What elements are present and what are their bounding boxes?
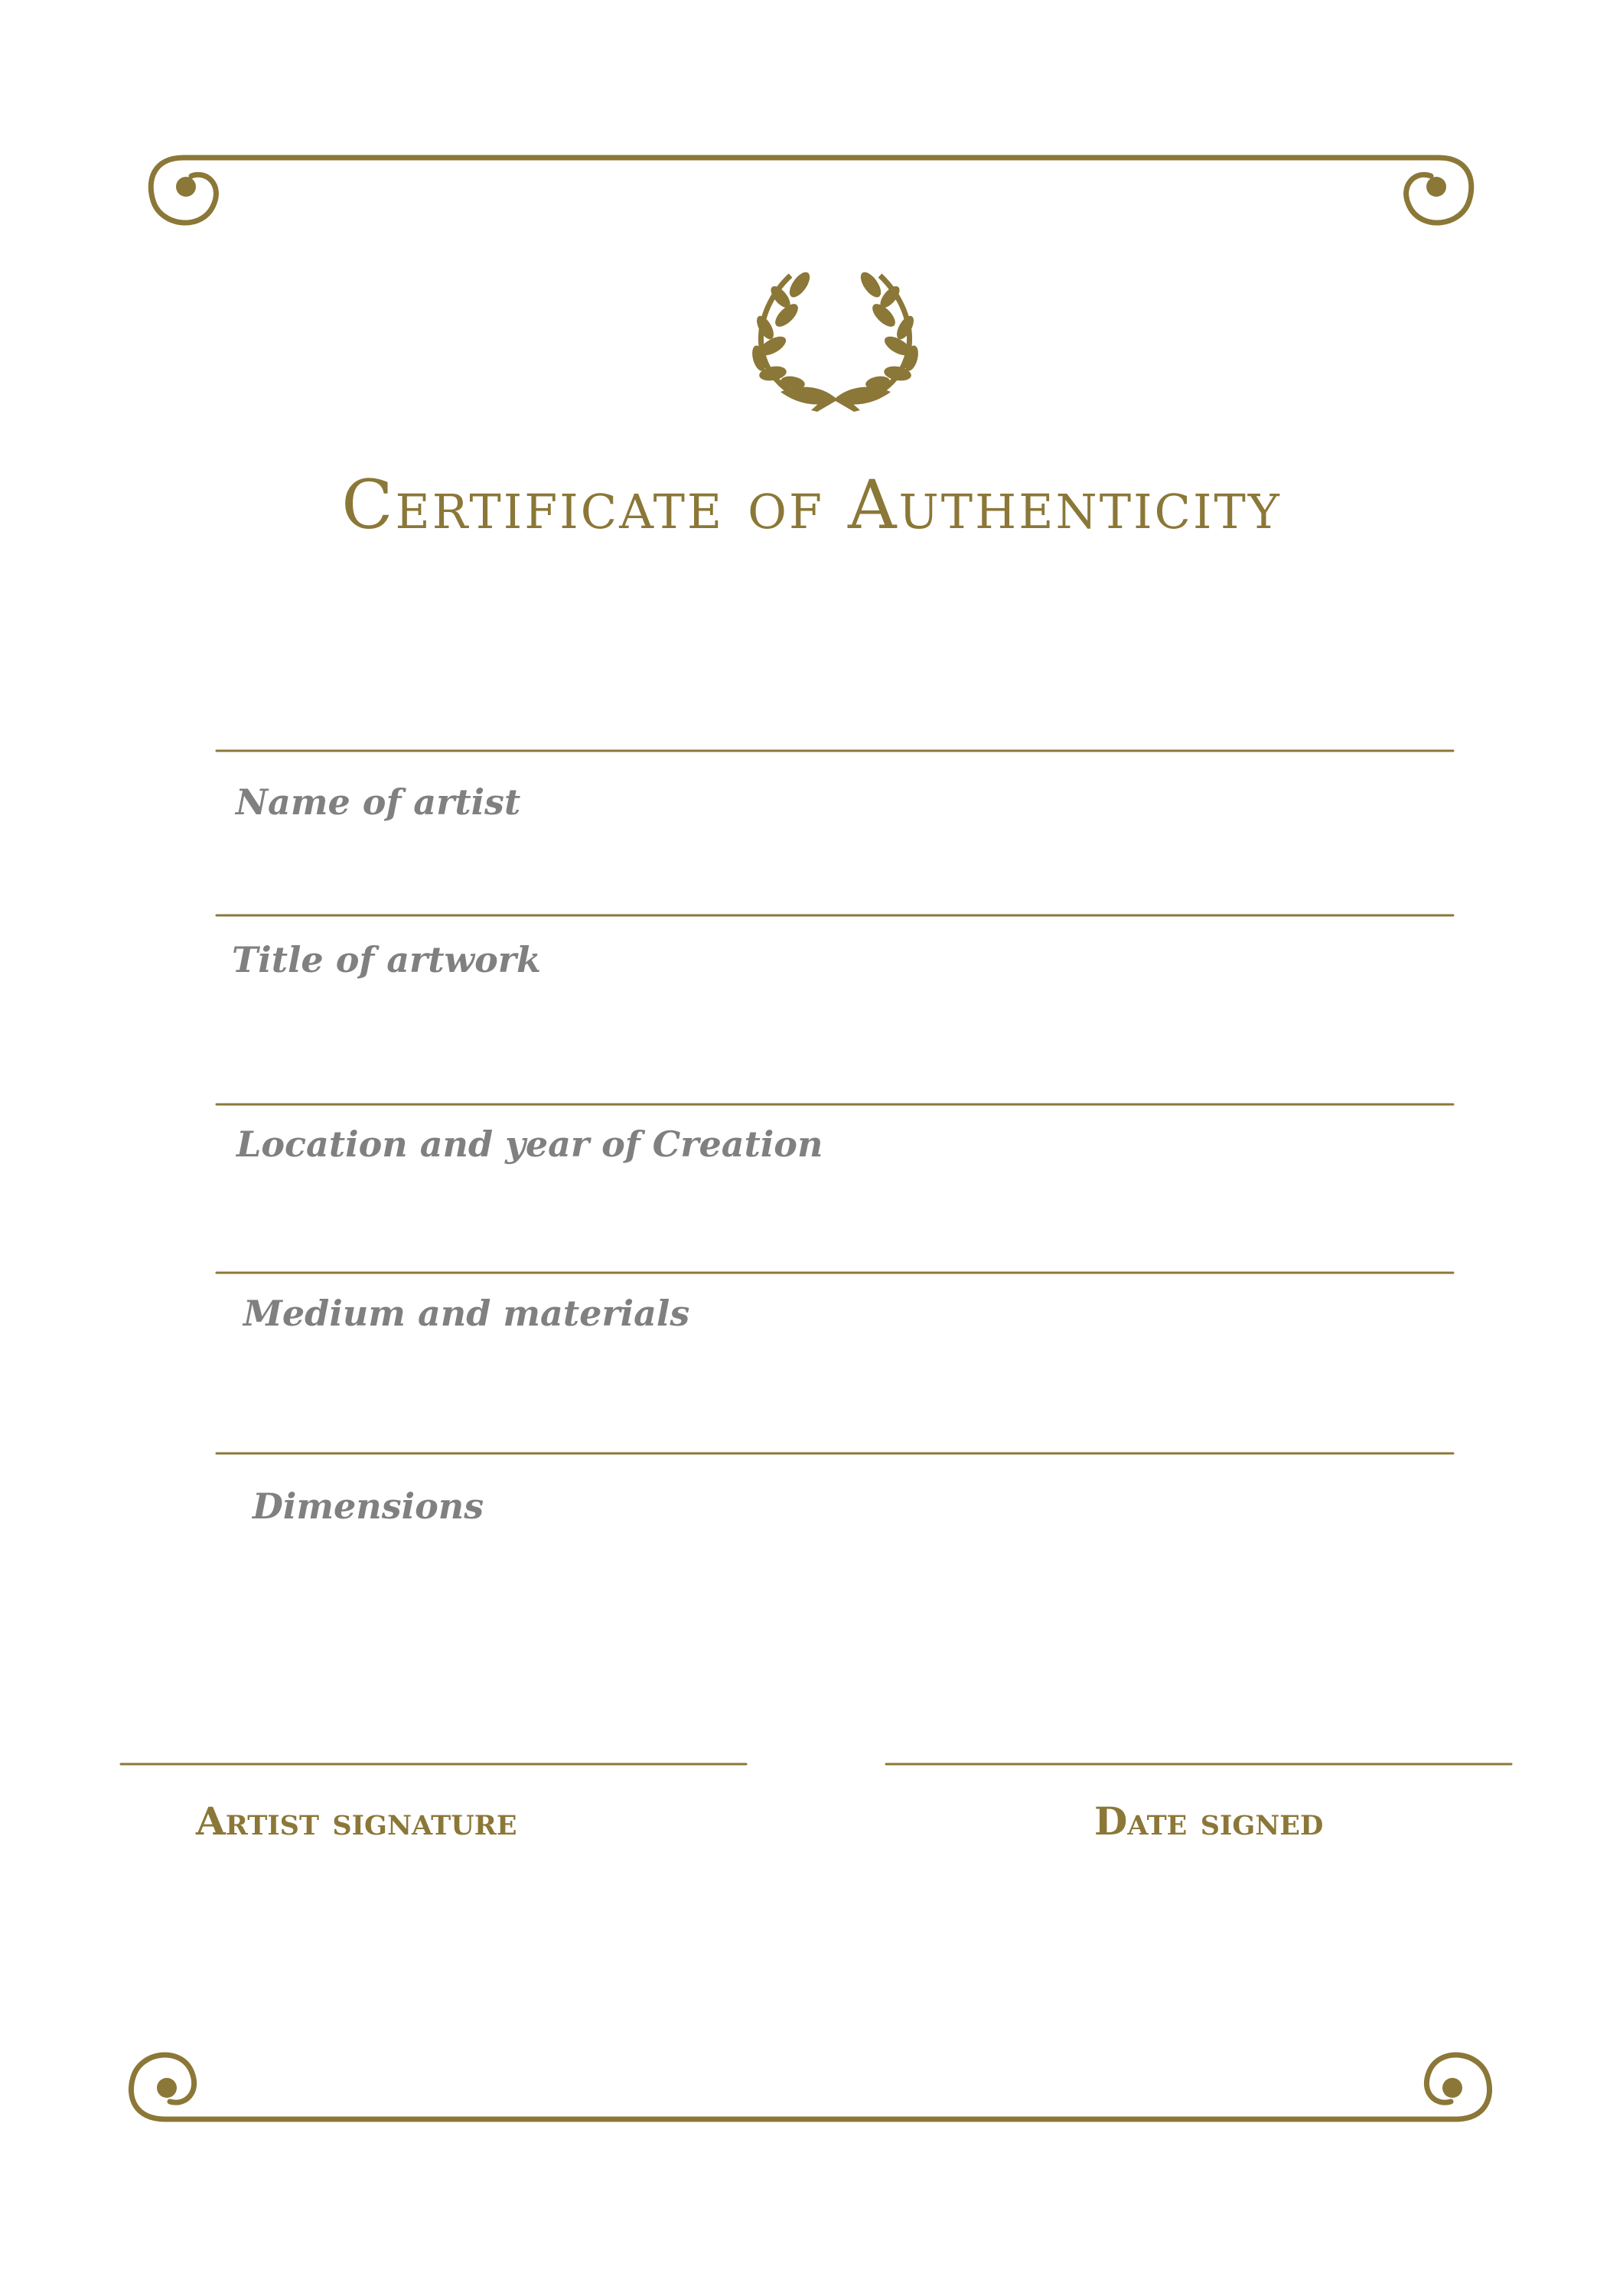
field-label-location-and-year: Location and year of Creation bbox=[236, 1124, 823, 1165]
date-signed-label: Date signed bbox=[1094, 1799, 1324, 1844]
certificate-title: Certificate of Authenticity bbox=[341, 465, 1282, 544]
bottom-left-scroll-dot bbox=[157, 2078, 177, 2098]
top-right-scroll-dot bbox=[1426, 177, 1446, 197]
artist-signature-label: Artist signature bbox=[196, 1799, 517, 1844]
field-label-name-of-artist: Name of artist bbox=[236, 781, 521, 823]
bottom-right-scroll-dot bbox=[1442, 2078, 1462, 2098]
field-label-dimensions: Dimensions bbox=[253, 1486, 484, 1527]
laurel-wreath-icon bbox=[750, 269, 921, 412]
field-label-medium-and-materials: Medium and materials bbox=[243, 1293, 690, 1334]
top-left-scroll-dot bbox=[176, 177, 196, 197]
field-label-title-of-artwork: Title of artwork bbox=[232, 939, 541, 980]
